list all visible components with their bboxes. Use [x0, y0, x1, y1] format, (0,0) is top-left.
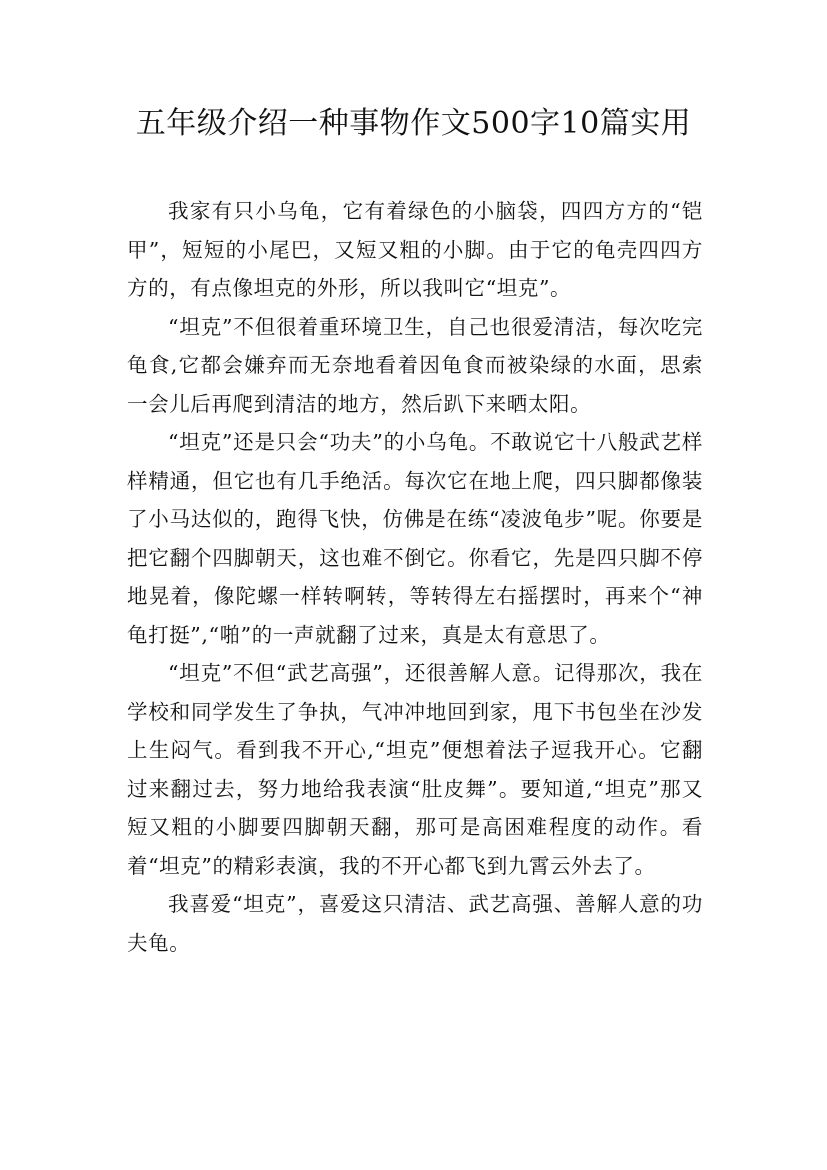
paragraph-5: 我喜爱“坦克”，喜爱这只清洁、武艺高强、善解人意的功夫龟。: [127, 892, 703, 955]
paragraph-2: “坦克”不但很着重环境卫生，自己也很爱清洁，每次吃完龟食,它都会嫌弃而无奈地看着因龟食而被染绿的水面，思索一会儿后再爬到清洁的地方，然后趴下来晒太阳。: [127, 314, 703, 416]
document-title: 五年级介绍一种事物作文500字10篇实用: [135, 106, 692, 141]
paragraph-1: 我家有只小乌龟，它有着绿色的小脑袋，四四方方的“铠甲”，短短的小尾巴，又短又粗的小脚。由于它的龟壳四四方方的，有点像坦克的外形，所以我叫它“坦克”。: [127, 199, 703, 300]
paragraph-3: “坦克”还是只会“功夫”的小乌龟。不敢说它十八般武艺样样精通，但它也有几手绝活。每次它在地上爬，四只脚都像装了小马达似的，跑得飞快，仿佛是在练“凌波龟步”呢。你要是把它翻个四脚朝天，这也难不倒它。你看它，先是四只脚不停地晃着，像陀螺一样转啊转，等转得左右摇摆时，再来个“神龟打挺”,“啪”的一声就翻了过来，真是太有意思了。: [127, 430, 703, 647]
paragraph-4: “坦克”不但“武艺高强”，还很善解人意。记得那次，我在学校和同学发生了争执，气冲冲地回到家，甩下书包坐在沙发上生闷气。看到我不开心,“坦克”便想着法子逗我开心。它翻过来翻过去，努力地给我表演“肚皮舞”。要知道,“坦克”那又短又粗的小脚要四脚朝天翻，那可是高困难程度的动作。看着“坦克”的精彩表演，我的不开心都飞到九霄云外去了。: [127, 661, 703, 878]
document-body: [127, 192, 703, 962]
